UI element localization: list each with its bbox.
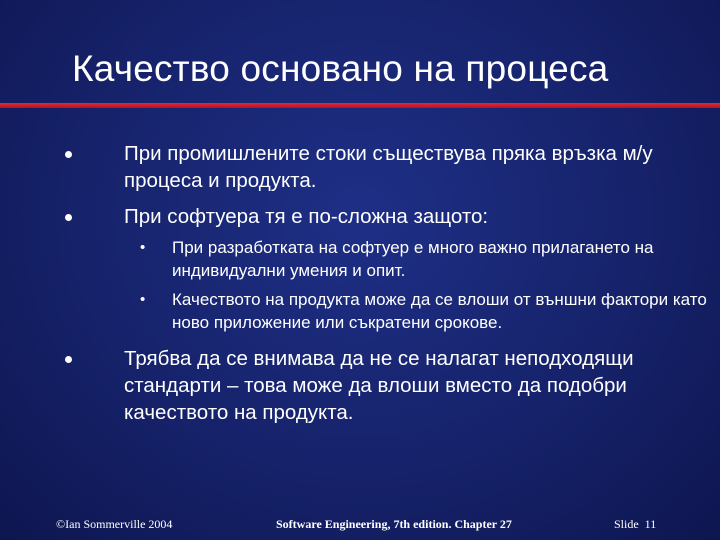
bullet-2 xyxy=(124,203,684,230)
bullet-3 xyxy=(124,345,684,426)
slide-title: Качество основано на процеса xyxy=(72,48,609,89)
bullet-1-text: При промишлените стоки съществува пряка връзка м/у процеса и продукта. xyxy=(124,142,653,192)
bullet-dot-icon xyxy=(65,151,72,158)
subbullet-marker-icon: • xyxy=(140,291,146,308)
subbullet-2-text: Качеството на продукта може да се влоши от външни фактори като ново приложение или съкратени срокове. xyxy=(172,290,707,332)
subbullet-marker-icon: • xyxy=(140,239,146,256)
subbullet-2 xyxy=(140,288,712,334)
title-underline xyxy=(0,103,720,108)
bullet-dot-icon xyxy=(65,214,72,221)
subbullet-1-text: При разработката на софтуер е много важно прилагането на индивидуални умения и опит. xyxy=(172,238,654,280)
footer-book-title: Software Engineering, 7th edition. Chapter 27 xyxy=(276,517,512,531)
bullet-dot-icon xyxy=(65,356,72,363)
footer-slide-number: Slide 11 xyxy=(614,517,657,531)
footer-copyright: ©Ian Sommerville 2004 xyxy=(56,517,173,531)
bullet-1 xyxy=(124,140,684,194)
subbullet-1 xyxy=(140,236,712,282)
bullet-3-text: Трябва да се внимава да не се налагат неподходящи стандарти – това може да влоши вместо да подобри качеството на продукта. xyxy=(124,347,634,424)
bullet-2-text: При софтуера тя е по-сложна защото: xyxy=(124,205,489,228)
